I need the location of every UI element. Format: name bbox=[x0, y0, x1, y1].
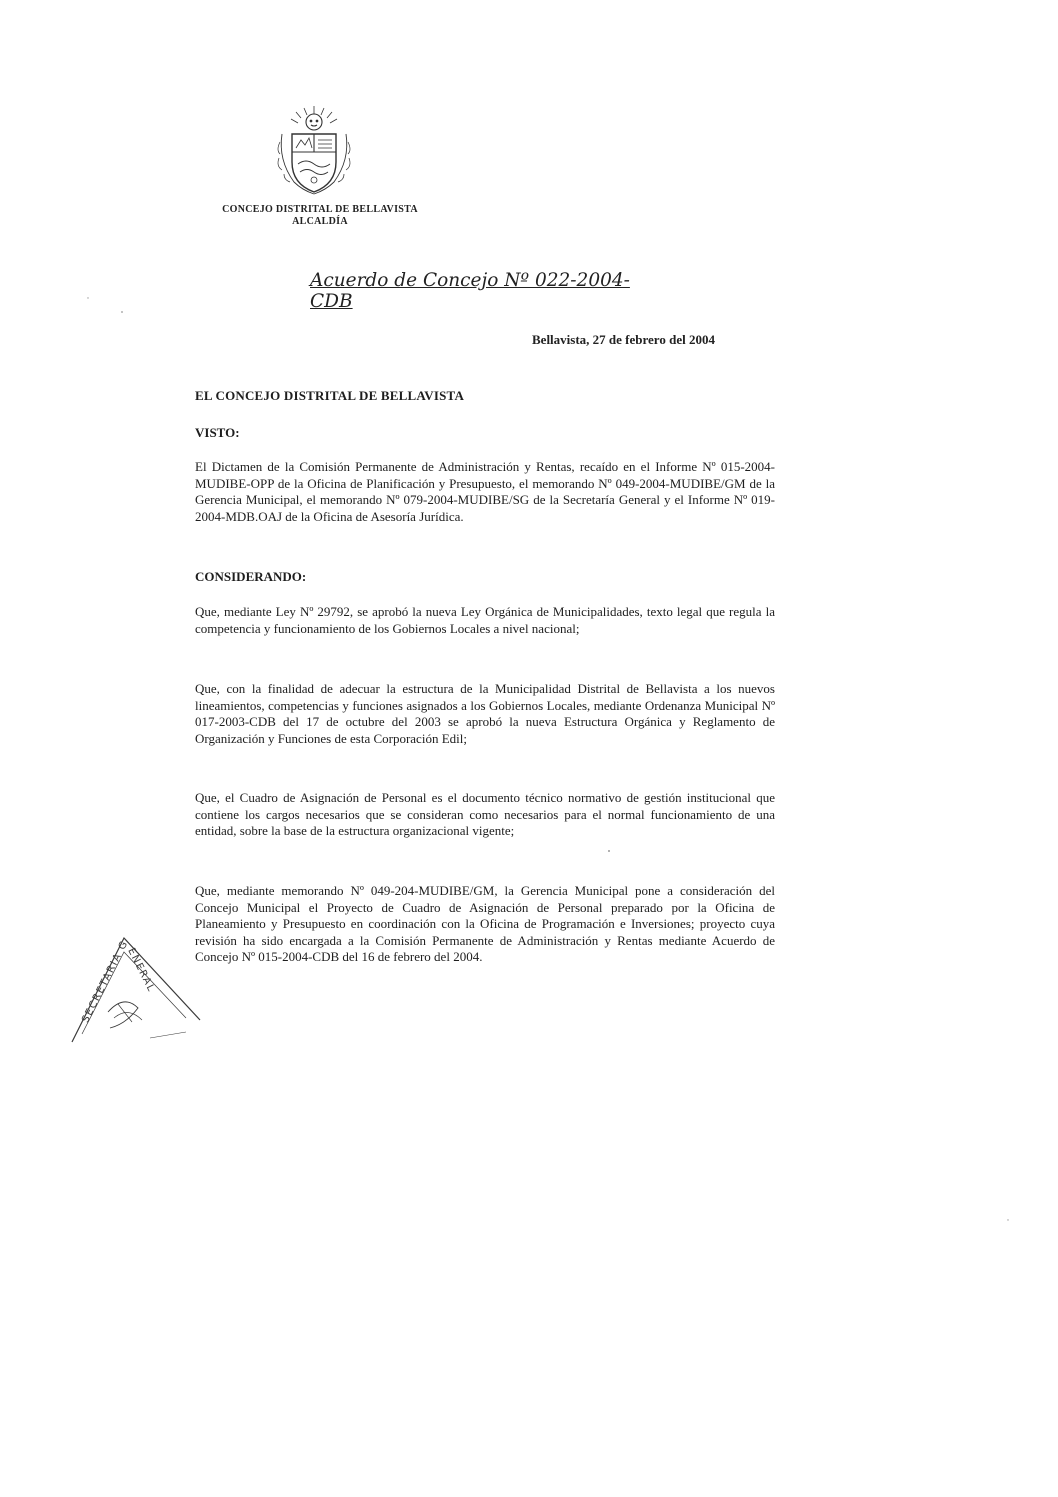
document-title: Acuerdo de Concejo Nº 022-2004-CDB bbox=[310, 270, 630, 312]
visto-heading: VISTO: bbox=[195, 425, 240, 440]
letterhead-line-1: CONCEJO DISTRITAL DE BELLAVISTA bbox=[222, 204, 418, 215]
visto-paragraph: El Dictamen de la Comisión Permanente de Administración y Rentas, recaído en el Informe Nº 015-2004-MUDIBE-OPP de la Oficina de Planificación y Presupuesto, el memorando Nº 049-2004-MUDIBE/GM de la Gerencia Municipal, el memorando Nº 079-2004-MUDIBE/SG de la Secretaría General y el Informe Nº 019-2004-MDB.OAJ de la Oficina de Asesoría Jurídica. bbox=[195, 459, 775, 524]
document-date: Bellavista, 27 de febrero del 2004 bbox=[532, 332, 715, 347]
svg-text:SECRETARIA GENERAL: SECRETARIA GENERAL bbox=[80, 938, 157, 1025]
letterhead-line-2: ALCALDÍA bbox=[292, 216, 348, 227]
considerando-heading: CONSIDERANDO: bbox=[195, 569, 307, 584]
considerando-paragraph: Que, mediante Ley Nº 29792, se aprobó la nueva Ley Orgánica de Municipalidades, texto legal que regula la competencia y funcionamiento de los Gobiernos Locales a nivel nacional; bbox=[195, 604, 775, 636]
considerando-paragraph: Que, con la finalidad de adecuar la estructura de la Municipalidad Distrital de Bellavista a los nuevos lineamientos, competencias y funciones asignados a los Gobiernos Locales, mediante Ordenanza Municipal Nº 017-2003-CDB del 17 de octubre del 2003 se aprobó la nueva Estructura Orgánica y Reglamento de Organización y Funciones de esta Corporación Edil; bbox=[195, 681, 775, 746]
entity-heading: EL CONCEJO DISTRITAL DE BELLAVISTA bbox=[195, 388, 465, 403]
considerando-paragraph: Que, el Cuadro de Asignación de Personal es el documento técnico normativo de gestión institucional que contiene los cargos necesarios que se consideran como necesarios para el normal funcionamiento de una entidad, sobre la base de la estructura organizacional vigente; bbox=[195, 790, 775, 839]
municipal-crest-icon bbox=[274, 104, 354, 196]
secretaria-general-seal-icon bbox=[68, 934, 204, 1046]
considerando-paragraph: Que, mediante memorando Nº 049-204-MUDIBE/GM, la Gerencia Municipal pone a consideración del Concejo Municipal el Proyecto de Cuadro de Asignación de Personal preparado por la Oficina de Planeamiento y Presupuesto en coordinación con la Oficina de Programación e Inversiones; proyecto cuya revisión ha sido encargada a la Comisión Permanente de Administración y Rentas mediante Acuerdo de Concejo Nº 015-2004-CDB del 16 de febrero del 2004. bbox=[195, 883, 775, 965]
